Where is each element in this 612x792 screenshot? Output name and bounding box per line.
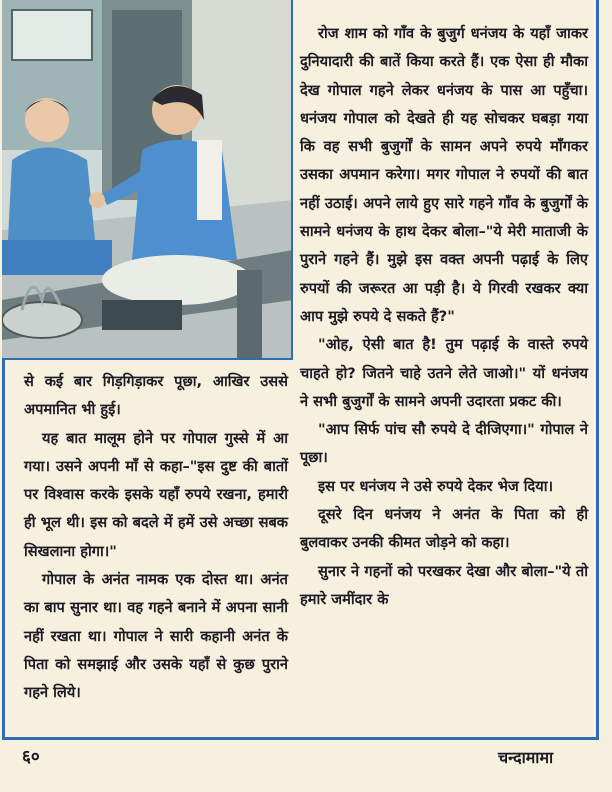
right-text-column (300, 20, 588, 614)
magazine-title: चन्दामामा (498, 748, 554, 767)
paragraph: गोपाल के अनंत नामक एक दोस्त था। अनंत का बाप सुनार था। वह गहने बनाने में अपना सानी नहीं रखता था। गोपाल ने सारी कहानी अनंत के पिता को समझाई और उसके यहाँ से कुछ पुराने गहने लिये। (24, 571, 288, 702)
paragraph: "आप सिर्फ पांच सौ रुपये दे दीजिएगा।" गोपाल ने पूछा। (300, 421, 588, 467)
page-number: ६० (22, 747, 40, 767)
paragraph: इस पर धनंजय ने उसे रुपये देकर भेज दिया। (318, 477, 554, 495)
paragraph: सुनार ने गहनों को परखकर देखा और बोला–"ये तो हमारे जमींदार के (300, 562, 588, 608)
paragraph: यह बात मालूम होने पर गोपाल गुस्से में आ गया। उसने अपनी माँ से कहा–"इस दुष्ट की बातों पर विश्वास करके इसके यहाँ रुपये रखना, हमारी ही भूल थी। इस को बदले में हमें उसे अच्छा सबक सिखलाना होगा।" (24, 429, 288, 560)
paragraph: "ओह, ऐसी बात है! तुम पढ़ाई के वास्ते रुपये चाहते हो? जितने चाहे उतने लेते जाओ।" यों धनंजय ने सभी बुजुर्गों के सामने अपनी उदारता प्रकट की। (300, 336, 588, 410)
paragraph-continuation: से कई बार गिड़गिड़ाकर पूछा, आखिर उससे अपमानित भी हुई। (24, 373, 288, 419)
paragraph: रोज शाम को गाँव के बुजुर्ग धनंजय के यहाँ जाकर दुनियादारी की बातें किया करते हैं। एक ऐसा ही मौका देख गोपाल गहने लेकर धनंजय के पास आ पहुँचा। धनंजय गोपाल को देखते ही यह सोचकर घबड़ा गया कि वह सभी बुजुर्गों के सामन अपने रुपये माँगकर उसका अपमान करेगा। मगर गोपाल ने रुपयों की बात नहीं उठाई। अपने लाये हुए सारे गहने गाँव के बुजुर्गों के सामने धनंजय के हाथ देकर बोला–"ये मेरी माताजी के पुराने गहने हैं। मुझे इस वक्त अपनी पढ़ाई के लिए रुपयों की जरूरत आ पड़ी है। ये गिरवी रखकर क्या आप मुझे रुपये दे सकते हैं?" (300, 25, 588, 325)
paragraph: दूसरे दिन धनंजय ने अनंत के पिता को ही बुलवाकर उनकी कीमत जोड़ने को कहा। (300, 506, 588, 552)
left-text-column (24, 368, 288, 708)
story-illustration (2, 0, 293, 360)
